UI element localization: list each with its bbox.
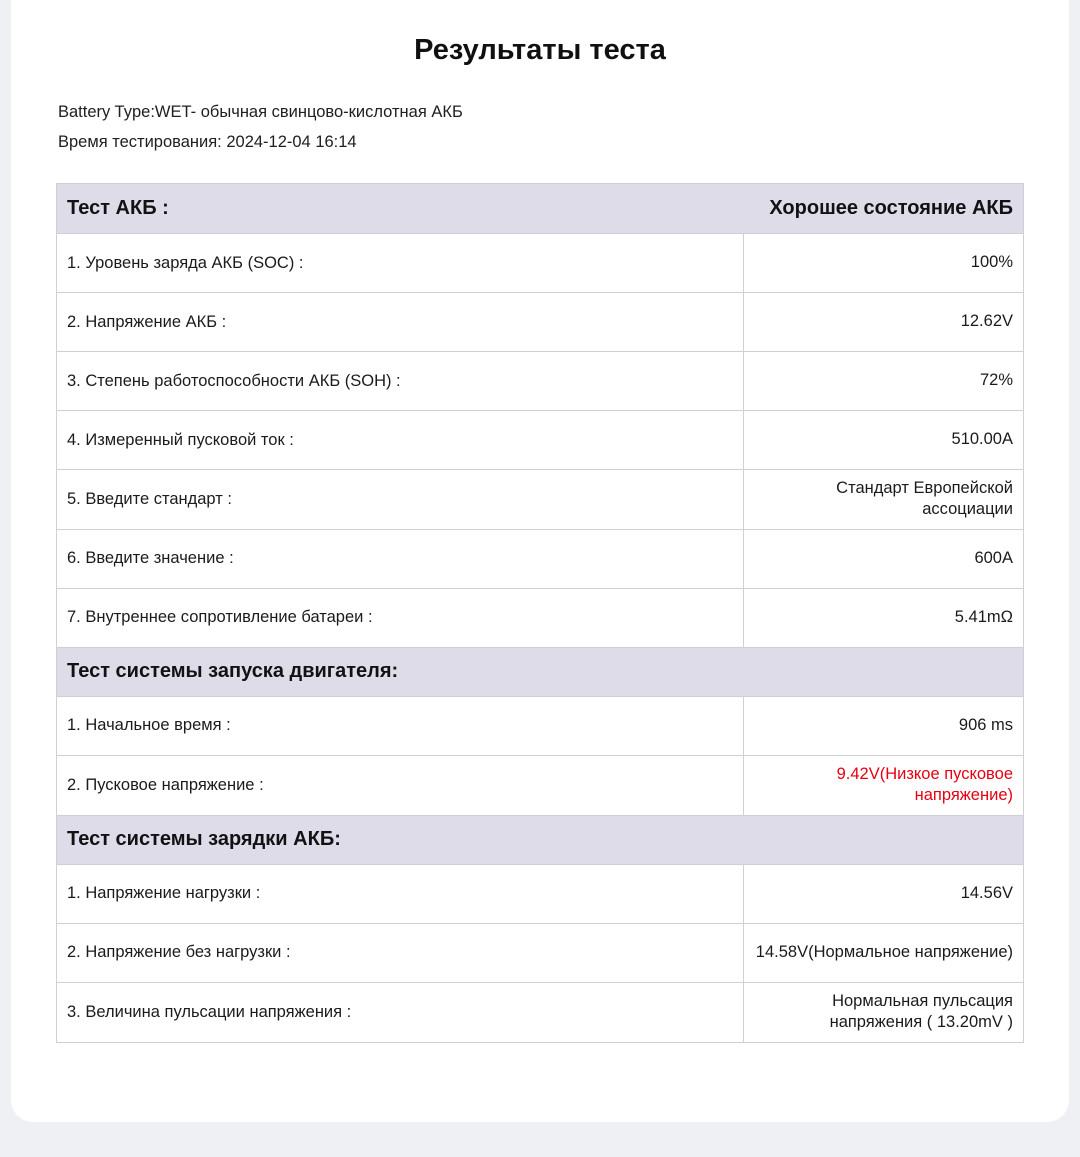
row-value: 72% xyxy=(743,352,1023,410)
table-row xyxy=(57,292,1023,351)
table-row xyxy=(57,982,1023,1042)
section-result: Хорошее состояние АКБ xyxy=(769,197,1013,219)
row-value: 5.41mΩ xyxy=(743,589,1023,647)
row-value-alert: 9.42V(Низкое пусковое напряжение) xyxy=(743,756,1023,815)
section-title: Тест системы зарядки АКБ: xyxy=(67,828,341,851)
row-label: 2. Напряжение без нагрузки : xyxy=(67,943,291,962)
row-label: 1. Начальное время : xyxy=(67,716,231,735)
row-value: Стандарт Европейской ассоциации xyxy=(743,470,1023,529)
results-table xyxy=(56,183,1024,1043)
report-page xyxy=(11,0,1069,1122)
row-value: 600A xyxy=(743,530,1023,588)
row-value: 906 ms xyxy=(743,697,1023,755)
table-row xyxy=(57,755,1023,815)
section-title: Тест АКБ : xyxy=(67,197,169,219)
table-row xyxy=(57,529,1023,588)
table-row xyxy=(57,696,1023,755)
table-row xyxy=(57,233,1023,292)
table-row xyxy=(57,923,1023,982)
row-label: 7. Внутреннее сопротивление батареи : xyxy=(67,608,373,627)
section-header-start-system-test xyxy=(57,647,1023,696)
report-meta xyxy=(58,97,1024,157)
row-value: 12.62V xyxy=(743,293,1023,351)
row-label: 1. Уровень заряда АКБ (SOC) : xyxy=(67,253,304,272)
row-label: 6. Введите значение : xyxy=(67,549,234,568)
section-header-battery-test xyxy=(57,184,1023,233)
row-label: 2. Напряжение АКБ : xyxy=(67,312,227,331)
row-label: 1. Напряжение нагрузки : xyxy=(67,884,261,903)
row-label: 5. Введите стандарт : xyxy=(67,489,232,508)
table-row xyxy=(57,864,1023,923)
test-time-line: Время тестирования: 2024-12-04 16:14 xyxy=(58,133,357,151)
row-label: 3. Величина пульсации напряжения : xyxy=(67,1002,352,1021)
row-label: 3. Степень работоспособности АКБ (SOH) : xyxy=(67,371,401,390)
page-title: Результаты теста xyxy=(414,34,666,66)
row-value: Нормальная пульсация напряжения ( 13.20mV ) xyxy=(743,983,1023,1042)
row-label: 4. Измеренный пусковой ток : xyxy=(67,430,294,449)
battery-type-line: Battery Type:WET- обычная свинцово-кислотная АКБ xyxy=(58,103,463,121)
row-value: 14.58V(Нормальное напряжение) xyxy=(743,924,1023,982)
row-value: 100% xyxy=(743,234,1023,292)
table-row xyxy=(57,410,1023,469)
row-value: 14.56V xyxy=(743,865,1023,923)
row-value: 510.00A xyxy=(743,411,1023,469)
table-row xyxy=(57,469,1023,529)
row-label: 2. Пусковое напряжение : xyxy=(67,775,264,794)
section-title: Тест системы запуска двигателя: xyxy=(67,660,399,683)
table-row xyxy=(57,588,1023,647)
table-row xyxy=(57,351,1023,410)
section-header-charging-system-test xyxy=(57,815,1023,864)
